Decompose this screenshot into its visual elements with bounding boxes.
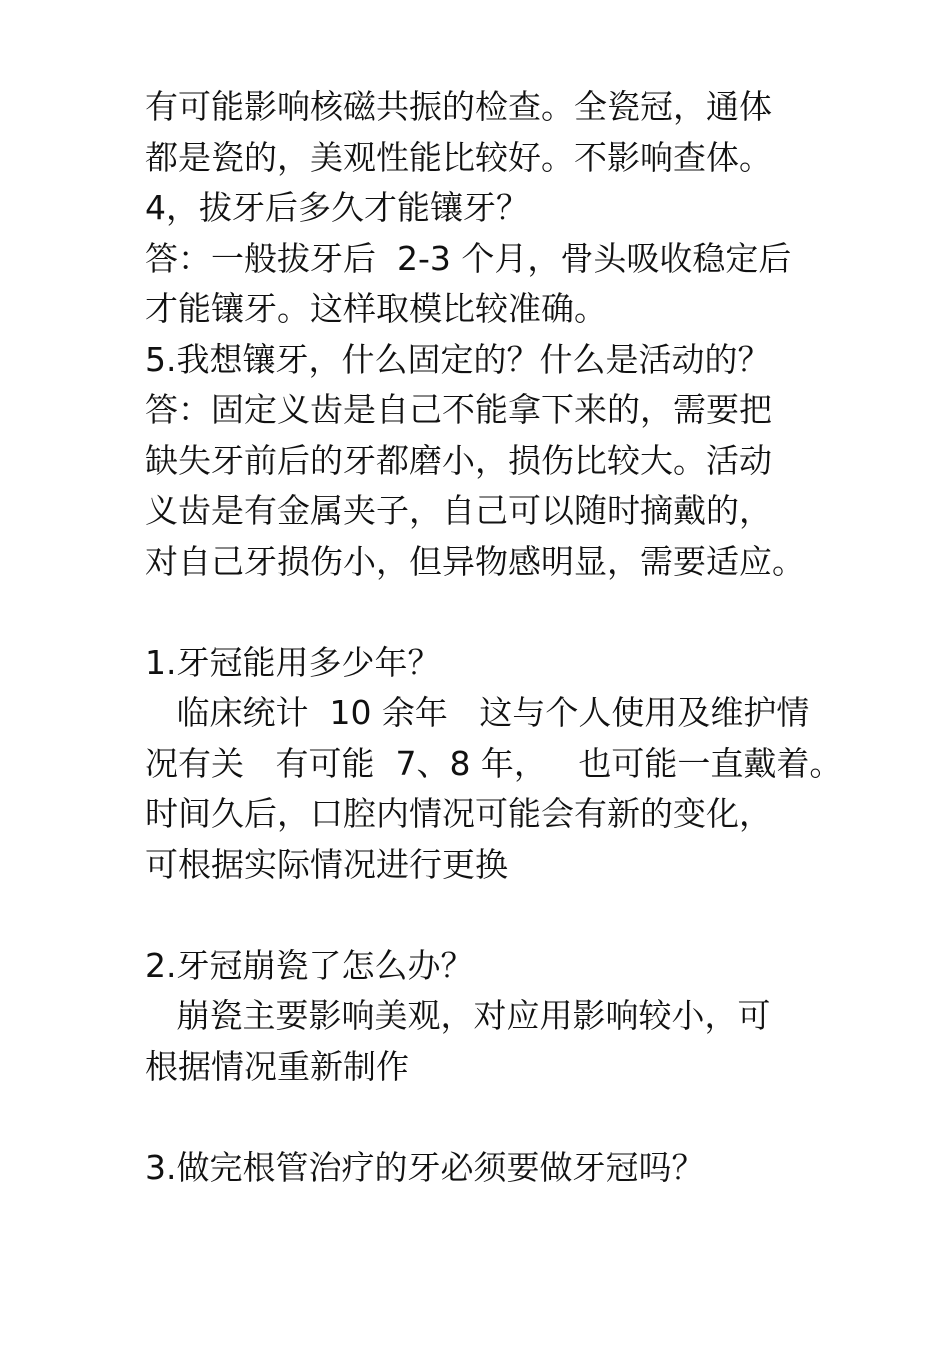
answer-line: 临床统计 10 余年 这与个人使用及维护情: [145, 693, 810, 732]
question-heading: 3.做完根管治疗的牙必须要做牙冠吗？: [145, 1147, 705, 1187]
blank-line: [145, 1092, 845, 1143]
blank-line: [145, 587, 845, 638]
text-line: 义齿是有金属夹子，自己可以随时摘戴的，: [145, 491, 772, 530]
answer-line: 答：固定义齿是自己不能拿下来的，需要把: [145, 390, 772, 429]
question-heading: 4，拔牙后多久才能镶牙？: [145, 188, 529, 227]
question-heading: 5.我想镶牙，什么固定的？什么是活动的？: [145, 339, 771, 379]
text-line: 时间久后，口腔内情况可能会有新的变化，: [145, 794, 772, 833]
blank-line: [145, 890, 845, 941]
text-line: 缺失牙前后的牙都磨小，损伤比较大。活动: [145, 440, 772, 480]
question-heading: 2.牙冠崩瓷了怎么办？: [145, 945, 474, 985]
text-line: 根据情况重新制作: [145, 1046, 409, 1086]
document-body: [145, 82, 845, 1193]
answer-line: 崩瓷主要影响美观，对应用影响较小，可: [145, 996, 771, 1035]
text-line: 况有关 有可能 7、8 年， 也可能一直戴着。: [145, 743, 843, 783]
question-heading: 1.牙冠能用多少年？: [145, 642, 441, 682]
text-line: 有可能影响核磁共振的检查。全瓷冠，通体: [145, 87, 772, 126]
text-line: 可根据实际情况进行更换: [145, 844, 508, 884]
answer-line: 答：一般拔牙后 2-3 个月，骨头吸收稳定后: [145, 238, 792, 278]
text-line: 才能镶牙。这样取模比较准确。: [145, 289, 607, 328]
text-line: 都是瓷的，美观性能比较好。不影响查体。: [145, 137, 772, 177]
text-line: 对自己牙损伤小，但异物感明显，需要适应。: [145, 541, 805, 581]
